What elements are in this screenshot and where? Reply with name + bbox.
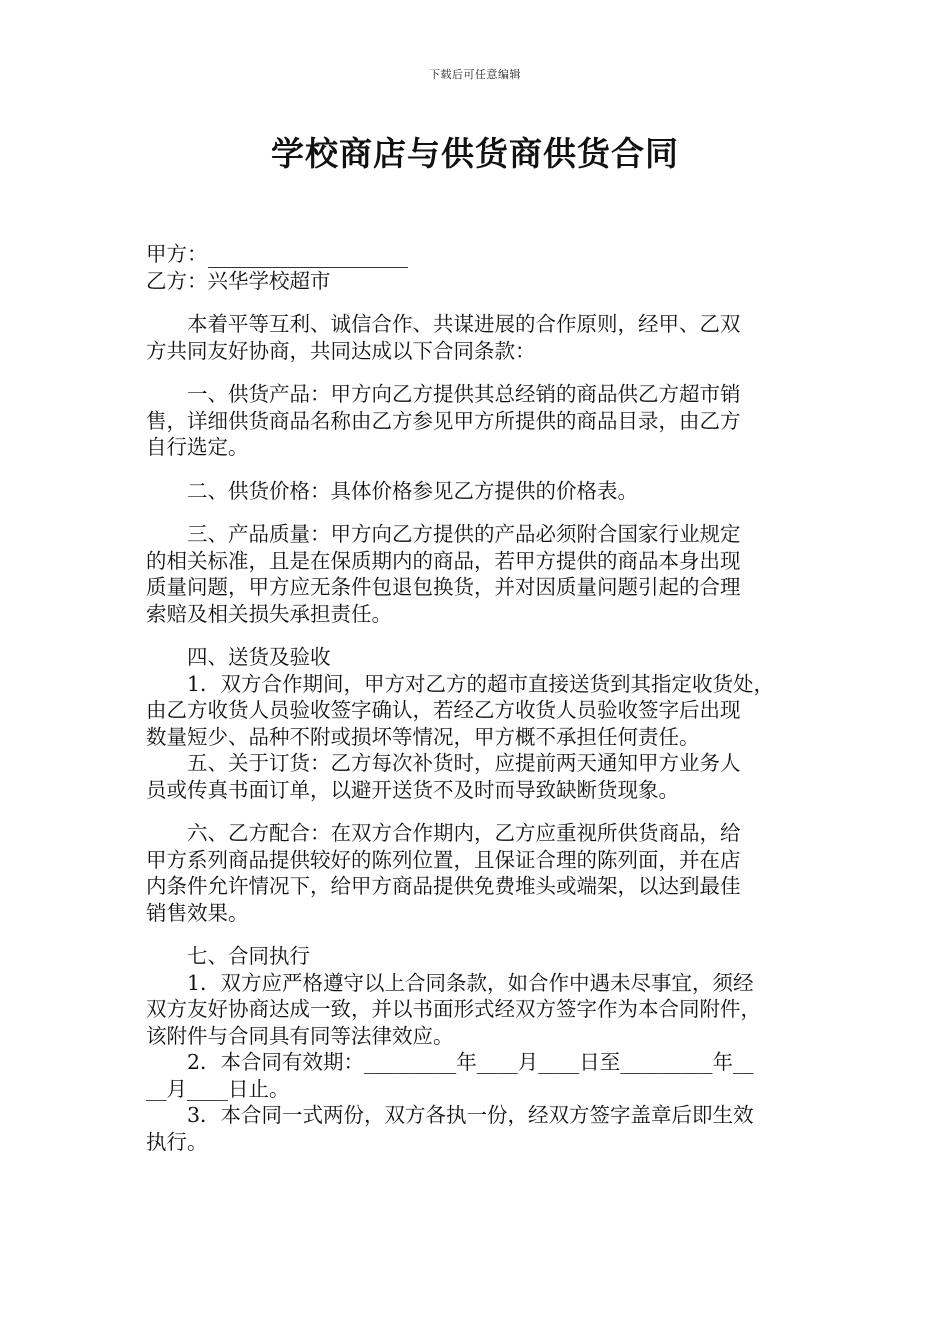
paragraph-line: 甲方系列商品提供较好的陈列位置，且保证合理的陈列面，并在店 xyxy=(146,847,741,872)
paragraph-line: 销售效果。 xyxy=(146,900,249,925)
clause-2-paragraph xyxy=(146,478,806,505)
clause-4-section xyxy=(146,644,806,750)
paragraph-line: 1．双方合作期间，甲方对乙方的超市直接送货到其指定收货处， xyxy=(187,671,775,696)
intro-paragraph xyxy=(146,311,806,364)
paragraph-line: 一、供货产品：甲方向乙方提供其总经销的商品供乙方超市销 xyxy=(187,382,741,406)
paragraph-line: 员或传真书面订单，以避开送货不及时而导致缺断货现象。 xyxy=(146,777,679,802)
paragraph-line: 三、产品质量：甲方向乙方提供的产品必须附合国家行业规定 xyxy=(187,522,741,546)
party-b-line: 乙方：兴华学校超市 xyxy=(146,268,331,293)
clause-4-heading: 四、送货及验收 xyxy=(187,645,331,669)
paragraph-line: 自行选定。 xyxy=(146,435,249,459)
clause-3-paragraph xyxy=(146,521,806,627)
paragraph-line: 执行。 xyxy=(146,1129,208,1154)
paragraph-line: 由乙方收货人员验收签字确认，若经乙方收货人员验收签字后出现 xyxy=(146,698,741,722)
paragraph-line: 售，详细供货商品名称由乙方参见甲方所提供的商品目录，由乙方 xyxy=(146,408,741,433)
paragraph-line: 1．双方应严格遵守以上合同条款，如合作中遇未尽事宜，须经 xyxy=(187,970,754,995)
clause-5-paragraph xyxy=(146,750,806,803)
clause-1-paragraph xyxy=(146,381,806,461)
clause-7-section xyxy=(146,943,806,1155)
clause-7-heading: 七、合同执行 xyxy=(187,944,310,968)
paragraph-line: 二、供货价格：具体价格参见乙方提供的价格表。 xyxy=(187,478,638,503)
paragraph-line: 质量问题，甲方应无条件包退包换货，并对因质量问题引起的合理 xyxy=(146,575,741,599)
validity-period-line: 2．本合同有效期：_________年____月____日至_________年__ xyxy=(187,1050,754,1074)
paragraph-line: 本着平等互利、诚信合作、共谋进展的合作原则，经甲、乙双 xyxy=(187,312,741,336)
party-a-line xyxy=(146,241,806,268)
clause-6-paragraph xyxy=(146,820,806,926)
party-a-blank xyxy=(208,247,408,268)
paragraph-line: 双方友好协商达成一致，并以书面形式经双方签字作为本合同附件， xyxy=(146,997,761,1021)
paragraph-line: 数量短少、品种不附或损坏等情况，甲方概不承担任何责任。 xyxy=(146,724,700,749)
party-a-label: 甲方： xyxy=(146,242,208,266)
paragraph-line: 索赔及相关损失承担责任。 xyxy=(146,601,392,626)
paragraph-line: 六、乙方配合：在双方合作期内，乙方应重视所供货商品，给 xyxy=(187,821,741,845)
paragraph-line: 方共同友好协商，共同达成以下合同条款： xyxy=(146,338,536,363)
validity-period-line: __月____日止。 xyxy=(146,1076,290,1101)
paragraph-line: 内条件允许情况下，给甲方商品提供免费堆头或端架，以达到最佳 xyxy=(146,874,741,898)
paragraph-line: 该附件与合同具有同等法律效应。 xyxy=(146,1023,454,1048)
paragraph-line: 五、关于订货：乙方每次补货时，应提前两天通知甲方业务人 xyxy=(187,751,741,775)
document-title: 学校商店与供货商供货合同 xyxy=(271,134,679,173)
paragraph-line: 的相关标准，且是在保质期内的商品，若甲方提供的商品本身出现 xyxy=(146,548,741,573)
paragraph-line: 3．本合同一式两份，双方各执一份，经双方签字盖章后即生效 xyxy=(187,1103,754,1127)
contract-body xyxy=(146,241,806,1155)
header-note: 下载后可任意编辑 xyxy=(429,68,521,81)
